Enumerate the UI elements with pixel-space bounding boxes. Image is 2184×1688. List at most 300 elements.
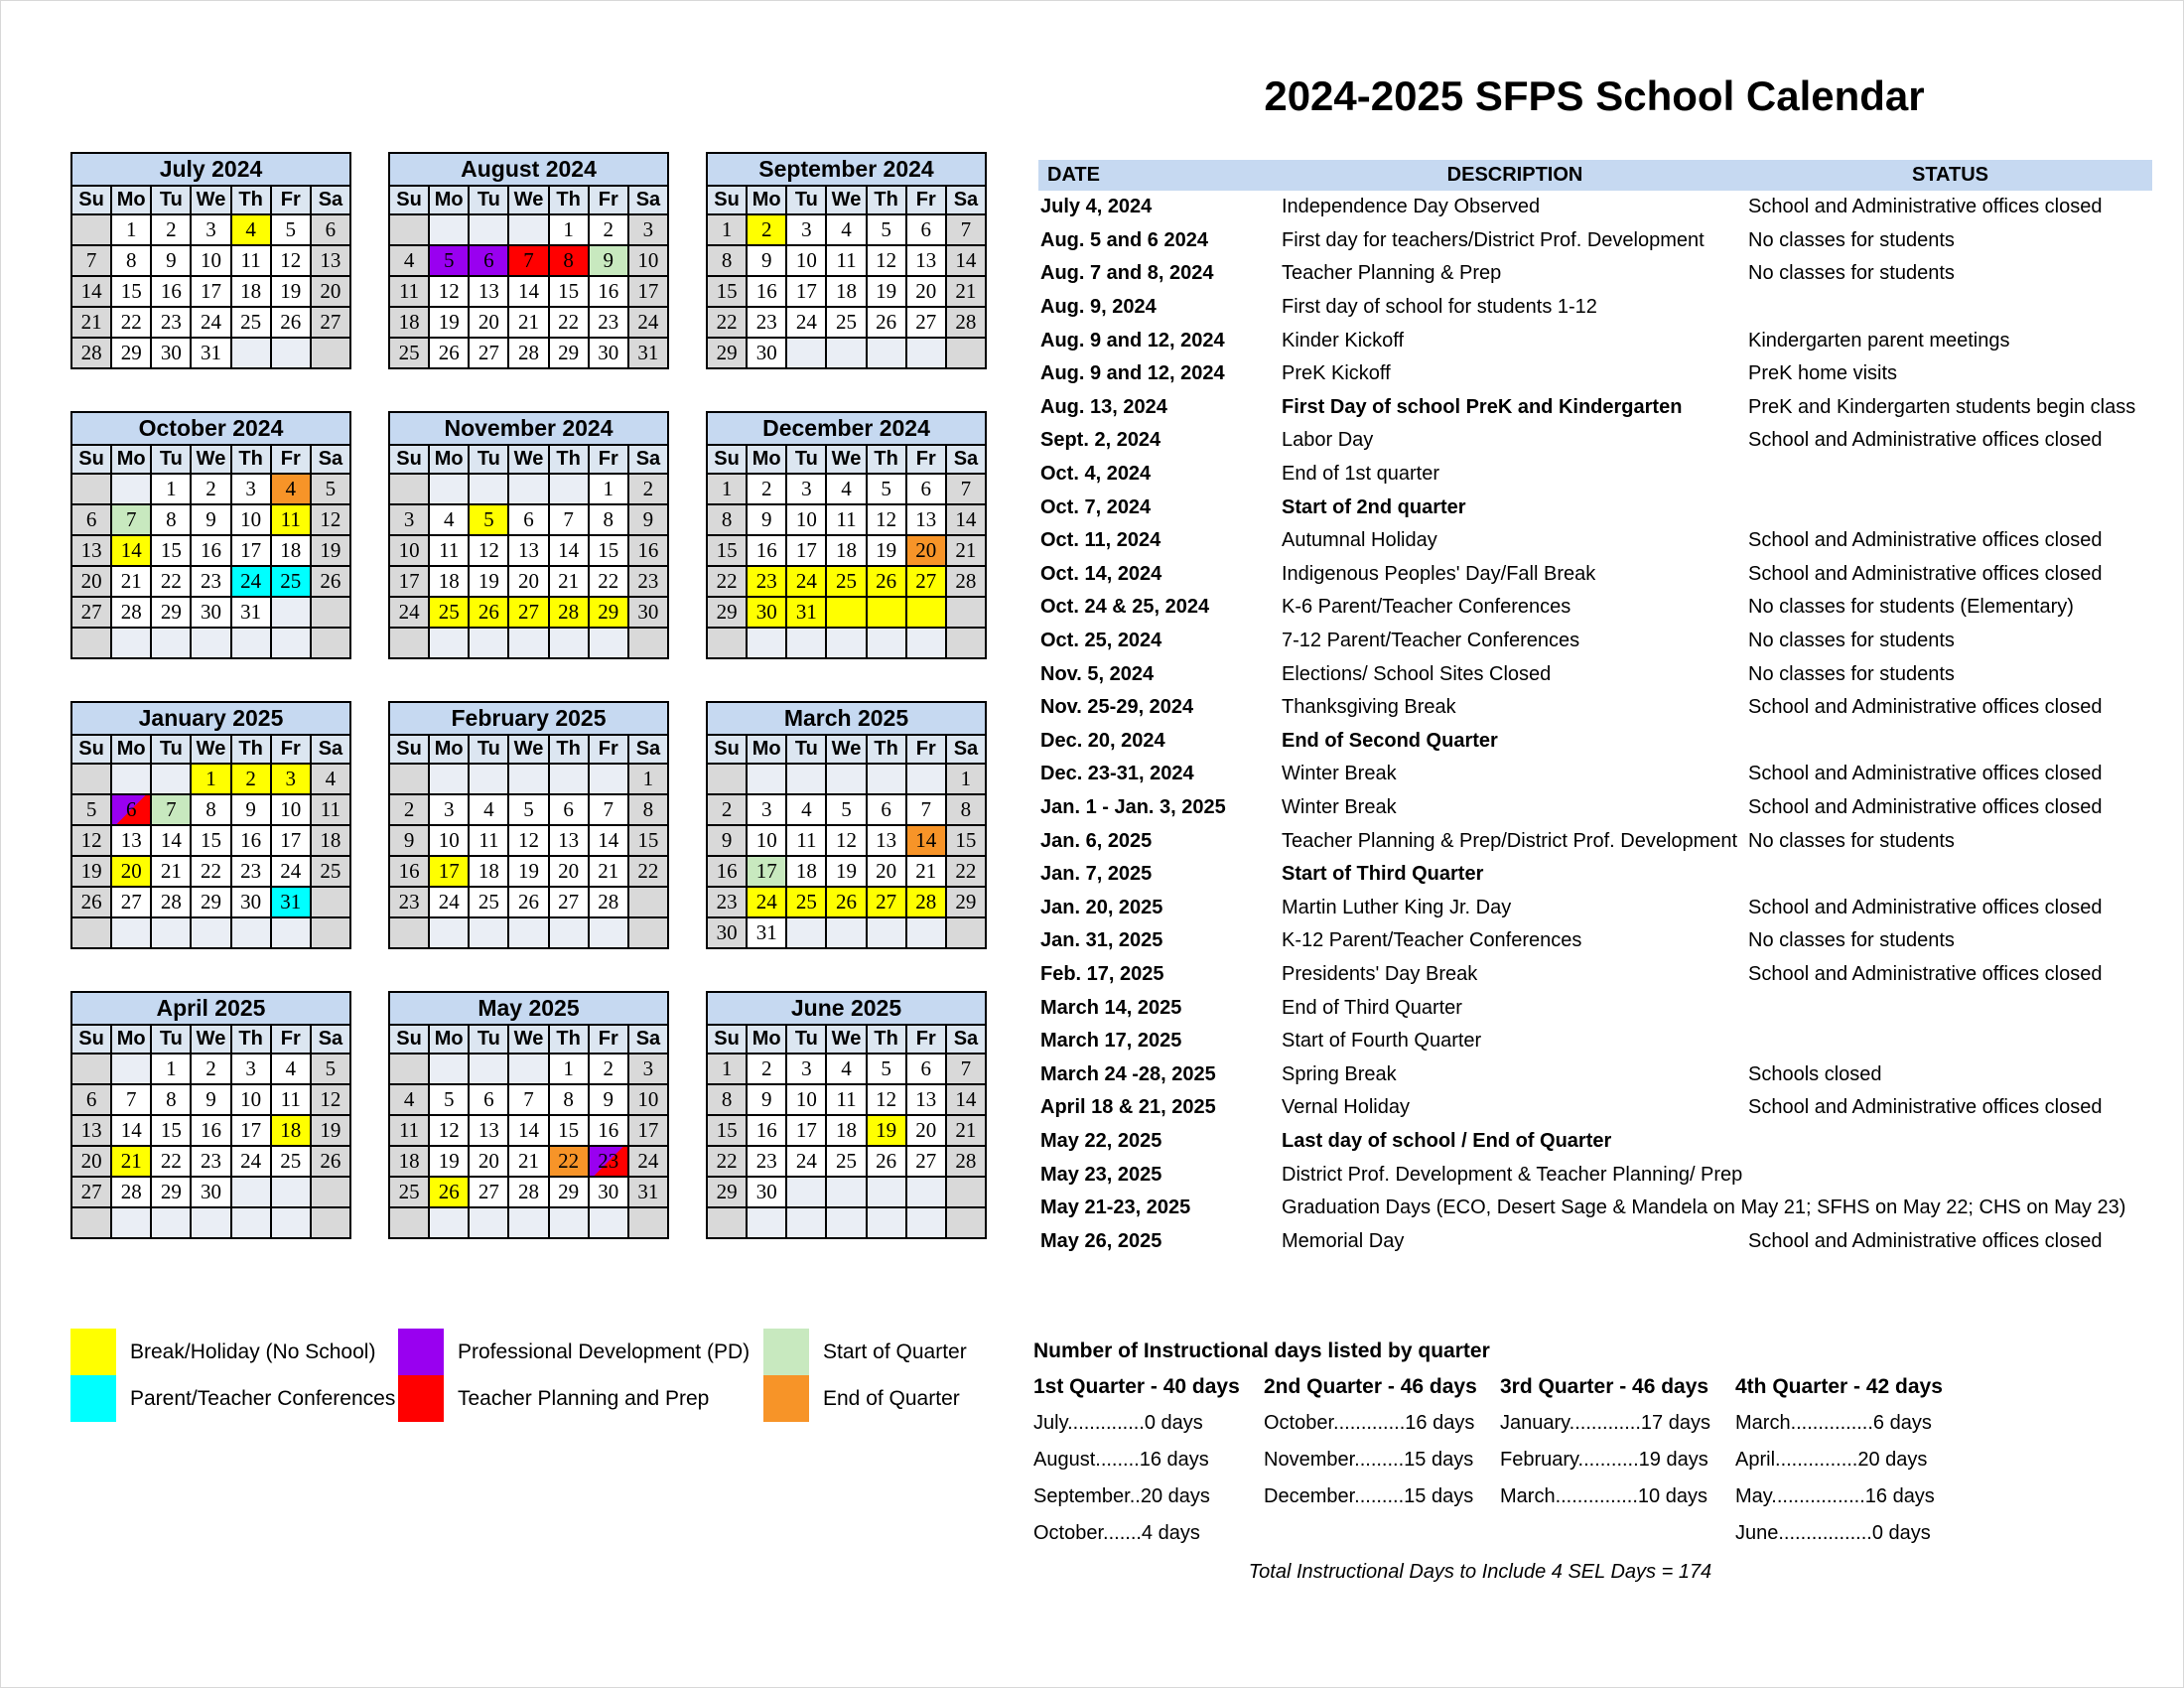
day-cell: 25: [389, 338, 429, 368]
events-table: [1038, 160, 2152, 1258]
day-cell: 31: [231, 597, 271, 628]
legend-item: [398, 1375, 763, 1422]
day-cell: 8: [191, 794, 230, 825]
day-cell: 26: [311, 1146, 350, 1177]
weekday-header: Fr: [589, 1025, 628, 1054]
day-cell: 8: [707, 504, 747, 535]
day-cell: [508, 628, 548, 658]
quarter-header: 2nd Quarter - 46 days: [1264, 1375, 1477, 1398]
day-cell: 18: [389, 307, 429, 338]
weekday-header: Fr: [906, 1025, 946, 1054]
day-cell: [589, 917, 628, 948]
weekday-header: Sa: [311, 735, 350, 764]
weekday-header: Fr: [589, 735, 628, 764]
weekday-header: Th: [549, 1025, 589, 1054]
event-status: Kindergarten parent meetings: [1748, 329, 2010, 352]
day-cell: 20: [469, 307, 508, 338]
day-cell: 16: [151, 276, 191, 307]
event-row: [1038, 758, 2152, 791]
week-row: [389, 917, 668, 948]
day-cell: 19: [429, 1146, 469, 1177]
month-title: July 2024: [71, 153, 350, 186]
instructional-days-title: Number of Instructional days listed by quarter: [1033, 1339, 1490, 1362]
month-calendar: [706, 152, 987, 369]
day-cell: 29: [707, 597, 747, 628]
day-cell: 15: [549, 1115, 589, 1146]
day-cell: [389, 1054, 429, 1084]
weekday-header: Fr: [271, 445, 311, 474]
week-row: [707, 1054, 986, 1084]
week-row: [71, 1146, 350, 1177]
month-calendar: [70, 701, 351, 949]
day-cell: 22: [707, 1146, 747, 1177]
day-cell: 2: [628, 474, 668, 504]
day-cell: 27: [469, 1177, 508, 1207]
weekday-header: Mo: [429, 735, 469, 764]
day-cell: 15: [151, 1115, 191, 1146]
week-row: [707, 597, 986, 628]
day-cell: 14: [111, 535, 151, 566]
day-cell: 13: [469, 276, 508, 307]
day-cell: [271, 1177, 311, 1207]
day-cell: [946, 338, 986, 368]
day-cell: 12: [429, 1115, 469, 1146]
day-cell: 1: [946, 764, 986, 794]
day-cell: 8: [549, 245, 589, 276]
day-cell: 6: [311, 214, 350, 245]
week-row: [389, 1146, 668, 1177]
day-cell: 7: [946, 1054, 986, 1084]
day-cell: 28: [549, 597, 589, 628]
event-description: Indigenous Peoples' Day/Fall Break: [1282, 562, 1596, 585]
day-cell: 28: [946, 307, 986, 338]
day-cell: 26: [71, 887, 111, 917]
day-cell: 2: [589, 214, 628, 245]
event-row: [1038, 391, 2152, 425]
day-cell: 7: [151, 794, 191, 825]
weekday-header: Fr: [271, 735, 311, 764]
day-cell: [549, 1207, 589, 1238]
weekday-header: Sa: [628, 735, 668, 764]
day-cell: 25: [231, 307, 271, 338]
event-status: School and Administrative offices closed: [1748, 896, 2103, 918]
legend-item: [70, 1375, 398, 1422]
week-row: [389, 245, 668, 276]
event-date: Aug. 9 and 12, 2024: [1040, 329, 1225, 352]
event-description: 7-12 Parent/Teacher Conferences: [1282, 630, 1580, 652]
day-cell: 29: [707, 1177, 747, 1207]
event-description: K-12 Parent/Teacher Conferences: [1282, 929, 1582, 952]
day-cell: [111, 764, 151, 794]
week-row: [389, 825, 668, 856]
day-cell: 19: [271, 276, 311, 307]
day-cell: 12: [71, 825, 111, 856]
day-cell: 3: [747, 794, 786, 825]
day-cell: [867, 1177, 906, 1207]
day-cell: 29: [946, 887, 986, 917]
event-row: [1038, 257, 2152, 291]
day-cell: 14: [71, 276, 111, 307]
day-cell: [786, 628, 826, 658]
event-row: [1038, 591, 2152, 625]
day-cell: 31: [628, 1177, 668, 1207]
event-date: Oct. 14, 2024: [1040, 562, 1162, 585]
day-cell: 24: [628, 1146, 668, 1177]
day-cell: 6: [549, 794, 589, 825]
day-cell: 22: [151, 1146, 191, 1177]
event-description: Autumnal Holiday: [1282, 529, 1437, 552]
event-status: School and Administrative offices closed: [1748, 962, 2103, 985]
day-cell: [469, 1054, 508, 1084]
weekday-header: Sa: [311, 1025, 350, 1054]
day-cell: [311, 1177, 350, 1207]
page-title: 2024-2025 SFPS School Calendar: [1264, 72, 1925, 119]
event-status: School and Administrative offices closed: [1748, 1229, 2103, 1252]
weekday-header: We: [826, 1025, 866, 1054]
week-row: [389, 1115, 668, 1146]
event-description: Start of 2nd quarter: [1282, 495, 1466, 518]
day-cell: [429, 1054, 469, 1084]
event-row: [1038, 458, 2152, 492]
day-cell: 7: [906, 794, 946, 825]
event-date: Jan. 20, 2025: [1040, 896, 1163, 918]
day-cell: 3: [628, 214, 668, 245]
week-row: [389, 1207, 668, 1238]
weekday-header: Tu: [469, 186, 508, 214]
day-cell: 27: [867, 887, 906, 917]
event-date: Dec. 23-31, 2024: [1040, 763, 1194, 785]
weekday-header: Th: [231, 1025, 271, 1054]
weekday-header: Sa: [946, 1025, 986, 1054]
day-cell: [589, 1207, 628, 1238]
day-cell: [707, 1207, 747, 1238]
day-cell: [508, 474, 548, 504]
month-calendar: [388, 991, 669, 1239]
day-cell: 30: [151, 338, 191, 368]
day-cell: [311, 887, 350, 917]
day-cell: 23: [589, 1146, 628, 1177]
day-cell: 15: [946, 825, 986, 856]
day-cell: 1: [707, 474, 747, 504]
day-cell: 30: [589, 1177, 628, 1207]
day-cell: 26: [867, 307, 906, 338]
weekday-header: We: [191, 1025, 230, 1054]
day-cell: 26: [311, 566, 350, 597]
weekday-header: Fr: [589, 445, 628, 474]
day-cell: 24: [231, 566, 271, 597]
weekday-header: We: [191, 445, 230, 474]
weekday-header: Su: [707, 1025, 747, 1054]
day-cell: 13: [71, 535, 111, 566]
event-date: Aug. 7 and 8, 2024: [1040, 262, 1214, 285]
event-row: [1038, 657, 2152, 691]
day-cell: 23: [151, 307, 191, 338]
day-cell: 18: [231, 276, 271, 307]
day-cell: [71, 474, 111, 504]
day-cell: [508, 1207, 548, 1238]
day-cell: 20: [111, 856, 151, 887]
event-description: End of Second Quarter: [1282, 729, 1498, 752]
event-row: [1038, 1224, 2152, 1258]
event-description: Labor Day: [1282, 429, 1374, 452]
weekday-header: Th: [867, 1025, 906, 1054]
day-cell: 5: [826, 794, 866, 825]
week-row: [389, 474, 668, 504]
day-cell: 5: [429, 1084, 469, 1115]
day-cell: 7: [111, 504, 151, 535]
day-cell: [826, 338, 866, 368]
week-row: [389, 856, 668, 887]
month-title: August 2024: [389, 153, 668, 186]
day-cell: 18: [826, 276, 866, 307]
day-cell: 27: [549, 887, 589, 917]
day-cell: 1: [151, 1054, 191, 1084]
day-cell: 25: [826, 1146, 866, 1177]
day-cell: 17: [191, 276, 230, 307]
day-cell: 24: [786, 307, 826, 338]
week-row: [707, 1115, 986, 1146]
day-cell: 1: [549, 214, 589, 245]
quarter-column: [1264, 1375, 1500, 1559]
day-cell: 19: [429, 307, 469, 338]
day-cell: 27: [71, 597, 111, 628]
day-cell: 26: [469, 597, 508, 628]
day-cell: 1: [151, 474, 191, 504]
day-cell: 30: [191, 597, 230, 628]
day-cell: 20: [906, 276, 946, 307]
day-cell: [786, 1177, 826, 1207]
day-cell: 1: [589, 474, 628, 504]
day-cell: 20: [71, 566, 111, 597]
weekday-header: Su: [707, 186, 747, 214]
event-description: Graduation Days (ECO, Desert Sage & Mandela on May 21; SFHS on May 22; CHS on May 23): [1282, 1196, 2126, 1219]
day-cell: [508, 1054, 548, 1084]
week-row: [71, 1084, 350, 1115]
day-cell: [906, 1207, 946, 1238]
event-date: Oct. 4, 2024: [1040, 463, 1152, 486]
day-cell: 18: [826, 535, 866, 566]
legend-label: Professional Development (PD): [458, 1339, 751, 1363]
events-rows: [1038, 191, 2152, 1258]
weekday-header: Su: [71, 445, 111, 474]
day-cell: 23: [628, 566, 668, 597]
day-cell: 20: [906, 1115, 946, 1146]
quarter-month-days: March...............6 days: [1735, 1412, 1932, 1434]
day-cell: [429, 1207, 469, 1238]
day-cell: [628, 628, 668, 658]
event-date: Aug. 13, 2024: [1040, 395, 1167, 418]
week-row: [707, 1177, 986, 1207]
day-cell: [747, 1207, 786, 1238]
day-cell: 6: [469, 245, 508, 276]
day-cell: 25: [826, 307, 866, 338]
legend-label: Break/Holiday (No School): [130, 1339, 376, 1363]
day-cell: [867, 764, 906, 794]
month-title: April 2025: [71, 992, 350, 1025]
event-description: Winter Break: [1282, 763, 1397, 785]
day-cell: [111, 1054, 151, 1084]
day-cell: 5: [271, 214, 311, 245]
day-cell: 4: [231, 214, 271, 245]
week-row: [71, 245, 350, 276]
day-cell: 8: [111, 245, 151, 276]
week-row: [389, 1177, 668, 1207]
week-row: [389, 276, 668, 307]
day-cell: 29: [191, 887, 230, 917]
event-date: Jan. 1 - Jan. 3, 2025: [1040, 795, 1226, 818]
event-row: [1038, 891, 2152, 924]
quarter-column: [1033, 1375, 1264, 1559]
day-cell: 4: [311, 764, 350, 794]
day-cell: 15: [151, 535, 191, 566]
day-cell: 12: [469, 535, 508, 566]
day-cell: 8: [707, 1084, 747, 1115]
day-cell: 4: [429, 504, 469, 535]
day-cell: [549, 474, 589, 504]
weekday-header: We: [191, 186, 230, 214]
day-cell: [389, 764, 429, 794]
day-cell: 17: [389, 566, 429, 597]
day-cell: 6: [111, 794, 151, 825]
day-cell: 22: [946, 856, 986, 887]
day-cell: 16: [747, 1115, 786, 1146]
event-description: Last day of school / End of Quarter: [1282, 1129, 1612, 1152]
day-cell: 26: [826, 887, 866, 917]
weekday-header: Su: [389, 186, 429, 214]
weekday-header: We: [508, 1025, 548, 1054]
event-status: School and Administrative offices closed: [1748, 795, 2103, 818]
day-cell: 23: [707, 887, 747, 917]
event-status: School and Administrative offices closed: [1748, 1096, 2103, 1119]
calendar-grid: [70, 152, 987, 1239]
day-cell: 13: [906, 504, 946, 535]
weekday-header: Fr: [271, 1025, 311, 1054]
day-cell: 15: [628, 825, 668, 856]
day-cell: [826, 764, 866, 794]
event-status: No classes for students: [1748, 228, 1955, 251]
event-row: [1038, 424, 2152, 458]
weekday-header: Mo: [111, 445, 151, 474]
event-row: [1038, 924, 2152, 958]
day-cell: [867, 1207, 906, 1238]
week-row: [389, 628, 668, 658]
day-cell: 8: [151, 1084, 191, 1115]
weekday-header: Su: [71, 735, 111, 764]
day-cell: 22: [111, 307, 151, 338]
day-cell: 20: [906, 535, 946, 566]
day-cell: [429, 917, 469, 948]
day-cell: 23: [389, 887, 429, 917]
day-cell: 13: [469, 1115, 508, 1146]
day-cell: [271, 628, 311, 658]
instructional-days-total: Total Instructional Days to Include 4 SEL Days = 174: [1248, 1561, 1712, 1583]
event-description: First Day of school PreK and Kindergarten: [1282, 395, 1683, 418]
day-cell: [111, 1207, 151, 1238]
event-row: [1038, 191, 2152, 224]
legend-color-swatch: [70, 1329, 116, 1375]
day-cell: [469, 474, 508, 504]
week-row: [389, 1054, 668, 1084]
day-cell: 17: [786, 1115, 826, 1146]
day-cell: 4: [826, 214, 866, 245]
day-cell: [628, 1207, 668, 1238]
week-row: [389, 1084, 668, 1115]
event-date: Nov. 25-29, 2024: [1040, 696, 1194, 719]
event-row: [1038, 625, 2152, 658]
weekday-header: We: [508, 445, 548, 474]
day-cell: 16: [747, 276, 786, 307]
day-cell: 2: [191, 474, 230, 504]
day-cell: 15: [707, 1115, 747, 1146]
day-cell: 25: [429, 597, 469, 628]
event-description: District Prof. Development & Teacher Planning/ Prep: [1282, 1163, 1743, 1186]
day-cell: 26: [271, 307, 311, 338]
day-cell: 16: [589, 1115, 628, 1146]
day-cell: [469, 917, 508, 948]
weekday-header: Su: [71, 186, 111, 214]
week-row: [71, 474, 350, 504]
day-cell: 18: [271, 535, 311, 566]
day-cell: 12: [271, 245, 311, 276]
day-cell: [111, 474, 151, 504]
day-cell: [429, 628, 469, 658]
day-cell: 20: [549, 856, 589, 887]
day-cell: 2: [747, 1054, 786, 1084]
day-cell: [271, 597, 311, 628]
day-cell: [311, 917, 350, 948]
day-cell: 10: [786, 504, 826, 535]
week-row: [71, 276, 350, 307]
event-row: [1038, 1025, 2152, 1058]
day-cell: 18: [469, 856, 508, 887]
month-calendar: [706, 701, 987, 949]
week-row: [71, 917, 350, 948]
day-cell: [389, 214, 429, 245]
day-cell: 6: [906, 474, 946, 504]
day-cell: 9: [191, 1084, 230, 1115]
event-status: No classes for students: [1748, 929, 1955, 952]
weekday-header: Mo: [747, 735, 786, 764]
day-cell: 19: [71, 856, 111, 887]
day-cell: 23: [747, 307, 786, 338]
day-cell: 7: [508, 1084, 548, 1115]
day-cell: 22: [589, 566, 628, 597]
day-cell: 4: [826, 474, 866, 504]
day-cell: 16: [231, 825, 271, 856]
month-title: January 2025: [71, 702, 350, 735]
day-cell: 23: [191, 566, 230, 597]
day-cell: 25: [271, 1146, 311, 1177]
day-cell: 7: [549, 504, 589, 535]
week-row: [389, 764, 668, 794]
legend-color-swatch: [763, 1375, 809, 1422]
day-cell: 25: [311, 856, 350, 887]
day-cell: 4: [826, 1054, 866, 1084]
day-cell: 16: [589, 276, 628, 307]
day-cell: 10: [747, 825, 786, 856]
day-cell: 10: [786, 1084, 826, 1115]
day-cell: 3: [231, 1054, 271, 1084]
day-cell: 21: [589, 856, 628, 887]
event-description: Thanksgiving Break: [1282, 696, 1456, 719]
week-row: [389, 504, 668, 535]
event-description: Teacher Planning & Prep: [1282, 262, 1502, 285]
day-cell: 3: [628, 1054, 668, 1084]
day-cell: 30: [747, 338, 786, 368]
event-date: Oct. 24 & 25, 2024: [1040, 596, 1210, 619]
event-row: [1038, 1125, 2152, 1159]
day-cell: 27: [311, 307, 350, 338]
